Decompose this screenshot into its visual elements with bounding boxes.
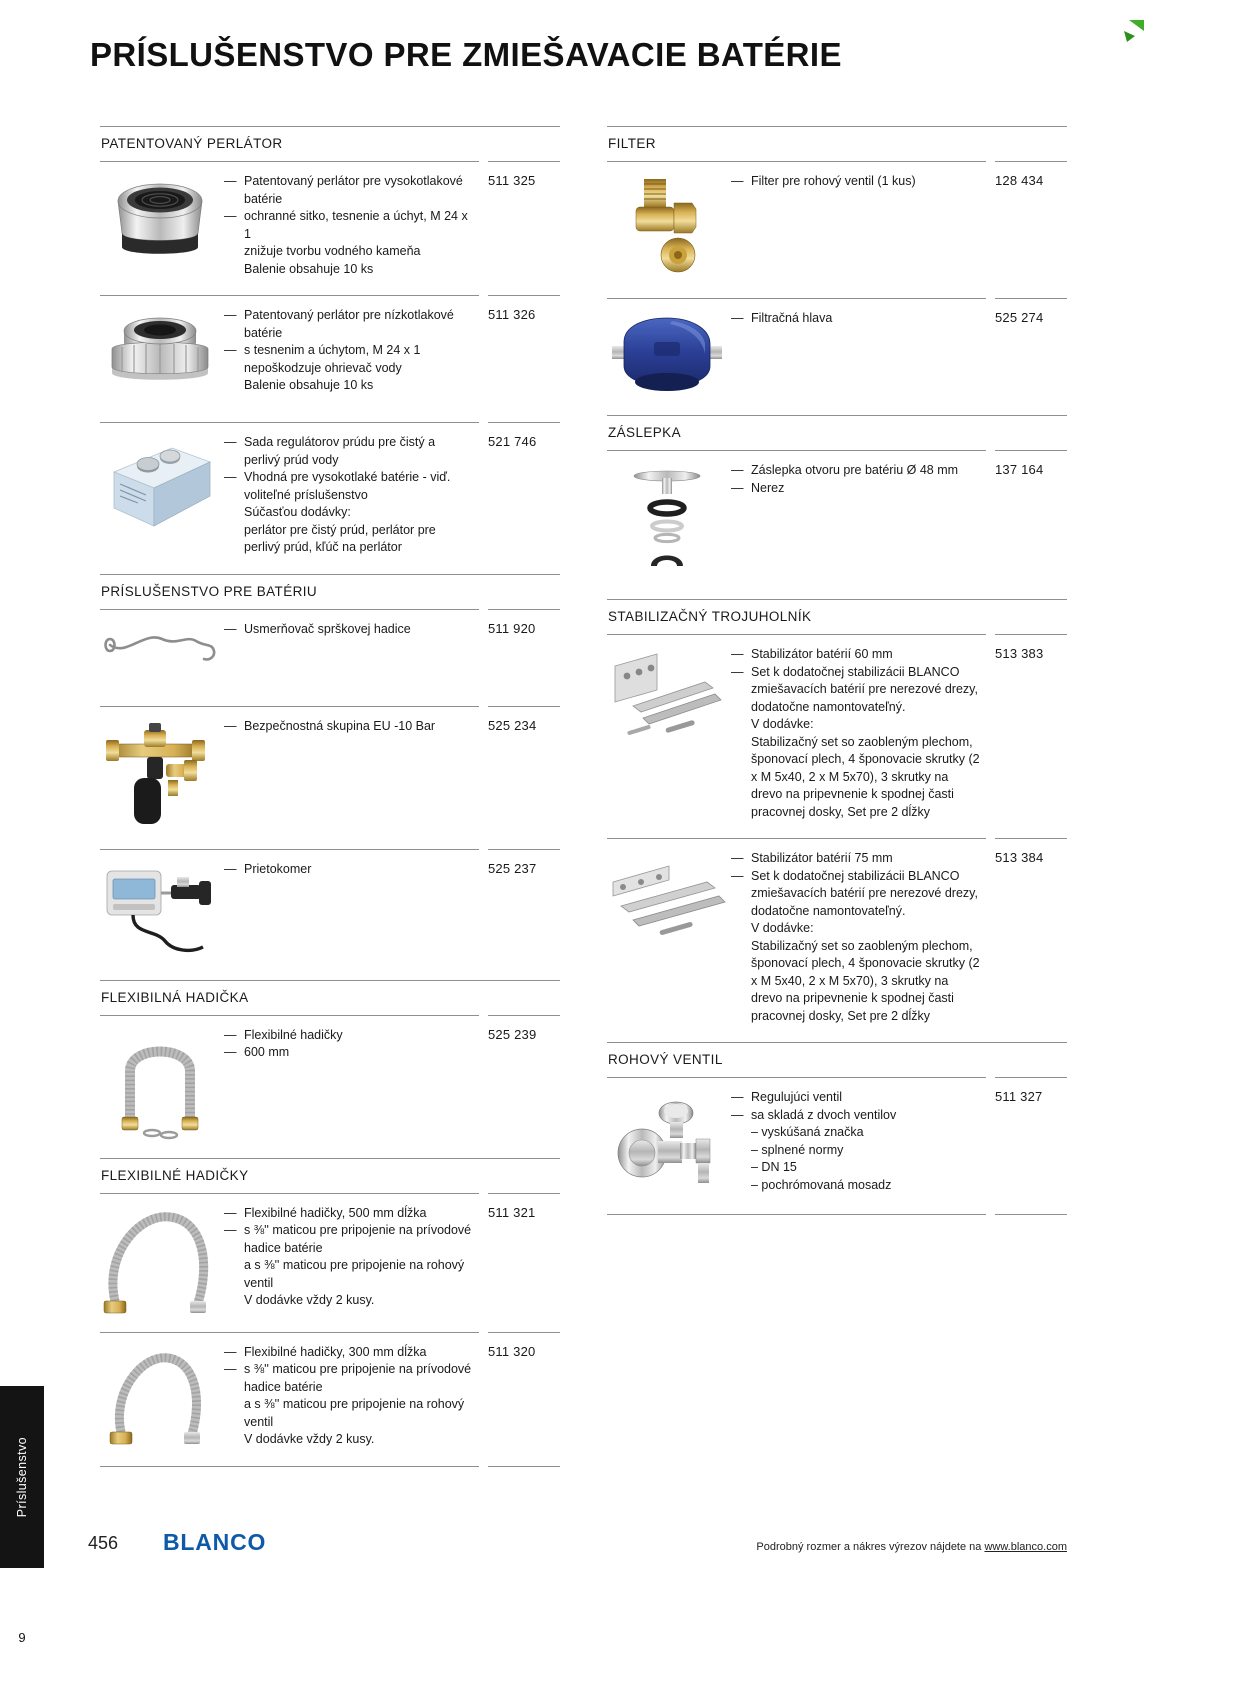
product-row-511320 [100,1333,560,1466]
page-number: 456 [88,1533,119,1553]
section-heading: FILTER [608,136,656,151]
page-title: PRÍSLUŠENSTVO PRE ZMIEŠAVACIE BATÉRIE [90,36,842,73]
product-description [220,860,488,963]
description-line: — Sada regulátorov prúdu pre čistý a perlivý prúd vody [224,435,436,467]
footer-link[interactable]: www.blanco.com [984,1541,1067,1553]
description-line: – vyskúšaná značka [751,1125,864,1139]
divider [100,1193,560,1194]
product-row-525237 [100,850,560,980]
product-description [220,1026,488,1141]
description-line: – pochrómovaná mosadz [751,1177,892,1192]
product-row-525234 [100,707,560,849]
product-code: 525 239 [488,1026,537,1042]
section-heading: ROHOVÝ VENTIL [608,1052,723,1067]
divider [607,1214,1067,1215]
section-flexibilna-hadicka [100,980,560,1158]
product-row-511325 [100,162,560,295]
right-column [607,126,1067,1467]
flow-regulator-set-box-image [100,433,220,557]
divider [100,849,560,850]
product-code: 511 320 [488,1343,536,1359]
product-description [727,849,995,1025]
spray-hose-guide-image [100,620,220,689]
description-line: — Filtračná hlava [731,311,833,325]
section-rohovy-ventil [607,1042,1067,1215]
description-line: V dodávke vždy 2 kusy. [244,1432,375,1446]
section-heading: FLEXIBILNÉ HADIČKY [101,1167,249,1183]
description-line: — Patentovaný perlátor pre nízkotlakové batérie [224,308,454,340]
product-description [220,1204,488,1315]
product-code: 511 920 [488,620,536,636]
description-line: Stabilizačný set so zaobleným plechom, šponovací plech, 4 šponovacie skrutky (2 x M 5x40, 2 x M 5x70), 3 skrutky na drevo na pripevnenie k spodnej časti pracovnej dosky, Set pre 2 dĺžky [751,938,980,1023]
chapter-side-tab-label: Príslušenstvo [15,1436,29,1518]
angle-valve-image [607,1088,727,1197]
product-row-525239 [100,1016,560,1158]
product-code: 525 237 [488,860,537,876]
blanco-logo: BLANCO [163,1529,267,1555]
description-line: — s ⅜'' maticou pre pripojenie na prívodové hadice batérie [224,1362,472,1394]
product-row-511327 [607,1078,1067,1214]
green-leaf-icon [1124,20,1144,47]
description-line: — Set k dodatočnej stabilizácii BLANCO zmiešavacích batérií pre nerezové drezy, dodatočne namontovateľný. [731,868,978,918]
description-line: znižuje tvorbu vodného kameňa [244,244,421,258]
divider [607,450,1067,451]
product-code: 525 234 [488,717,537,733]
divider [100,161,560,162]
product-code: 511 326 [488,307,536,322]
product-code: 128 434 [995,173,1044,188]
footer-note [756,1541,1067,1553]
section-heading: PRÍSLUŠENSTVO PRE BATÉRIU [101,583,318,599]
product-description [727,645,995,821]
tap-stabilizer-75-image [607,849,727,1025]
footer-note-text: Podrobný rozmer a nákres výrezov nájdete na [756,1541,985,1553]
description-line: — Nerez [731,480,785,495]
flexible-hose-300-image [100,1343,220,1449]
product-description [727,461,995,582]
product-code: 511 327 [995,1089,1043,1104]
filter-head-image [607,309,727,398]
divider [100,1466,560,1467]
safety-group-image [100,717,220,832]
description-line: Balenie obsahuje 10 ks [244,378,374,392]
section-heading: FLEXIBILNÁ HADIČKA [101,989,249,1005]
section-heading: STABILIZAČNÝ TROJUHOLNÍK [608,609,812,624]
description-line: — Flexibilné hadičky, 500 mm dĺžka [224,1205,427,1220]
content-columns [100,126,1067,1467]
description-line: — Stabilizátor batérií 75 mm [731,851,893,865]
aerator-low-pressure-image [100,306,220,405]
divider [100,422,560,423]
description-line: — Záslepka otvoru pre batériu Ø 48 mm [731,463,959,477]
description-line: — s tesnenim a úchytom, M 24 x 1 [224,343,421,357]
product-description [727,172,995,281]
product-description [220,1343,488,1449]
product-description [727,1088,995,1197]
left-column [100,126,560,1467]
description-line: Stabilizačný set so zaobleným plechom, šponovací plech, 4 šponovacie skrutky (2 x M 5x40, 2 x M 5x70), 3 skrutky na drevo na pripevnenie k spodnej časti pracovnej dosky, Set pre 2 dĺžky [751,734,980,819]
description-line: — Prietokomer [224,861,312,876]
divider [607,838,1067,839]
description-line: Súčasťou dodávky: [244,505,351,519]
section-patentovany-perlator [100,126,560,574]
product-row-137164 [607,451,1067,599]
product-code: 521 746 [488,434,537,449]
product-description [220,620,488,689]
product-description [220,306,488,405]
tap-hole-cover-image [607,461,727,582]
description-line: – splnené normy [751,1142,844,1157]
description-line: — Flexibilné hadičky, 300 mm dĺžka [224,1344,427,1359]
tap-stabilizer-60-image [607,645,727,821]
description-line: — 600 mm [224,1045,290,1059]
product-code: 525 274 [995,310,1044,325]
divider [607,298,1067,299]
flow-meter-image [100,860,220,963]
divider [100,1015,560,1016]
description-line: — Usmerňovač sprškovej hadice [224,621,411,636]
product-row-511321 [100,1194,560,1332]
description-line: — Vhodná pre vysokotlaké batérie - viď. voliteľné príslušenstvo [224,470,451,502]
divider [100,609,560,610]
product-description [727,309,995,398]
product-code: 137 164 [995,462,1044,477]
description-line: — Regulujúci ventil [731,1090,843,1104]
section-stabilizacny-trojuholnik [607,599,1067,1042]
product-row-521746 [100,423,560,574]
chapter-side-tab [0,1386,44,1568]
product-code: 511 321 [488,1204,536,1220]
section-zaslepka [607,415,1067,599]
description-line: — Patentovaný perlátor pre vysokotlakové batérie [224,174,463,206]
flexible-hose-600-image [100,1026,220,1141]
product-row-511920 [100,610,560,706]
section-prislusenstvo-pre-bateriu [100,574,560,980]
divider [607,1077,1067,1078]
aerator-high-pressure-image [100,172,220,278]
description-line: — Filter pre rohový ventil (1 kus) [731,174,916,188]
description-line: Balenie obsahuje 10 ks [244,261,374,276]
description-line: nepoškodzuje ohrievač vody [244,360,402,375]
product-row-128434 [607,162,1067,298]
product-code: 513 383 [995,646,1044,661]
flexible-hose-500-image [100,1204,220,1315]
description-line: V dodávke vždy 2 kusy. [244,1293,375,1307]
section-flexibilne-hadicky [100,1158,560,1467]
divider [100,295,560,296]
product-row-511326 [100,296,560,422]
divider [607,161,1067,162]
product-code: 511 325 [488,173,536,188]
section-heading: PATENTOVANÝ PERLÁTOR [101,136,283,151]
description-line: a s ⅜'' maticou pre pripojenie na rohový ventil [244,1258,465,1290]
product-description [220,172,488,278]
description-line: — s ⅜'' maticou pre pripojenie na prívodové hadice batérie [224,1223,472,1255]
description-line: V dodávke: [751,921,814,935]
product-description [220,433,488,557]
description-line: — Bezpečnostná skupina EU -10 Bar [224,718,436,733]
description-line: — ochranné sitko, tesnenie a úchyt, M 24 x 1 [224,209,468,241]
description-line: — Flexibilné hadičky [224,1027,343,1042]
divider [607,634,1067,635]
chapter-number: 9 [18,1630,26,1645]
product-row-525274 [607,299,1067,415]
divider [100,706,560,707]
product-code: 513 384 [995,850,1044,865]
description-line: — Stabilizátor batérií 60 mm [731,647,893,661]
section-filter [607,126,1067,415]
description-line: V dodávke: [751,717,814,731]
description-line: a s ⅜'' maticou pre pripojenie na rohový ventil [244,1397,465,1429]
description-line: — Set k dodatočnej stabilizácii BLANCO zmiešavacích batérií pre nerezové drezy, dodatočne namontovateľný. [731,664,978,714]
description-line: perlátor pre čistý prúd, perlátor pre perlivý prúd, kľúč na perlátor [244,522,436,554]
description-line: – DN 15 [751,1160,797,1174]
section-heading: ZÁSLEPKA [608,425,681,440]
description-line: — sa skladá z dvoch ventilov [731,1107,897,1122]
product-row-513383 [607,635,1067,838]
divider [100,1332,560,1333]
product-row-513384 [607,839,1067,1042]
product-description [220,717,488,832]
angle-valve-filter-image [607,172,727,281]
